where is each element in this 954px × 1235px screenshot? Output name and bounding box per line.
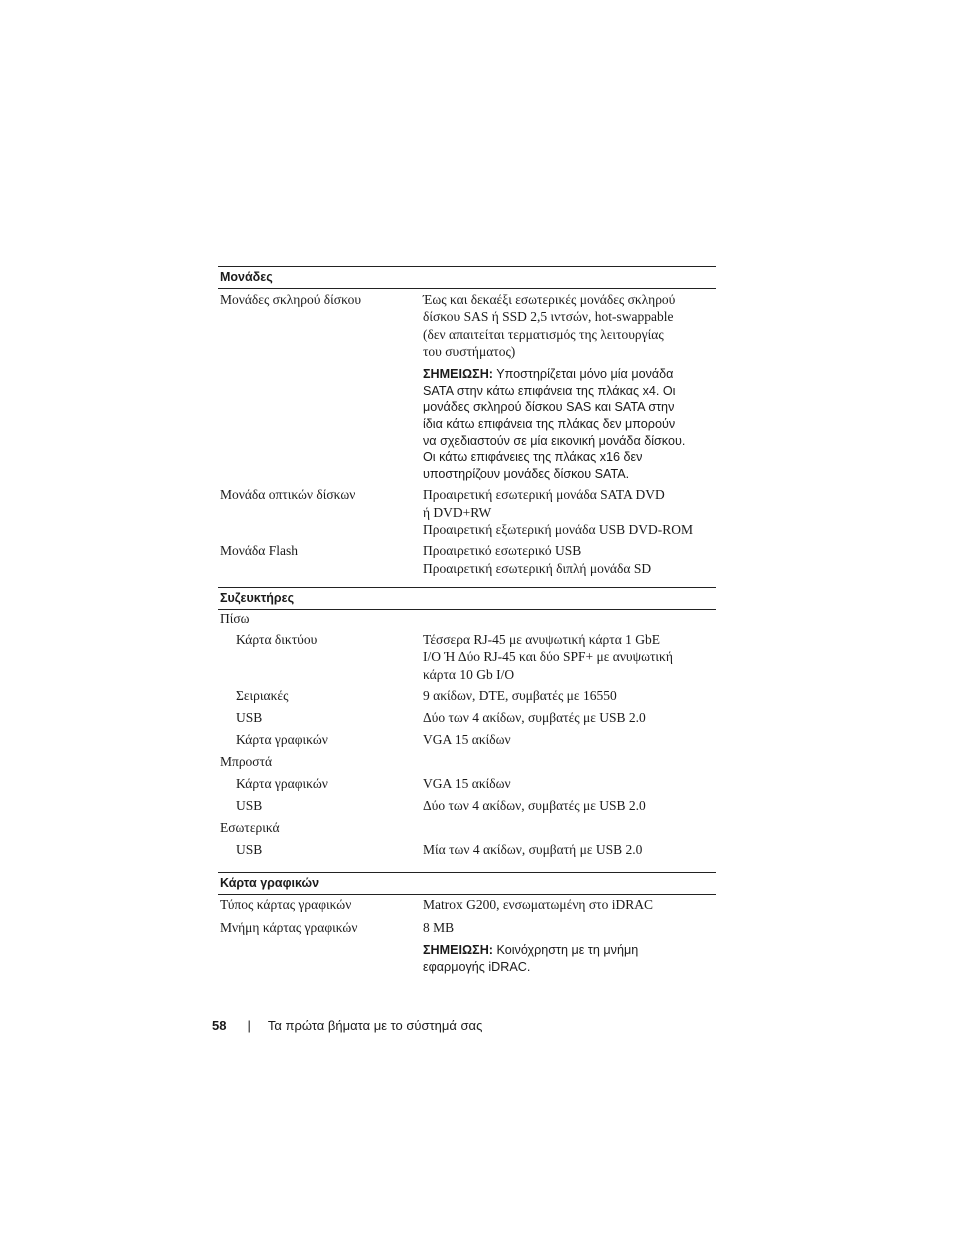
section-header-video: Κάρτα γραφικών xyxy=(218,872,716,895)
note-line: ίδια κάτω επιφάνεια της πλάκας δεν μπορούν xyxy=(423,416,676,431)
spec-row-hard-drives xyxy=(218,291,716,482)
spec-row-back-usb xyxy=(218,709,716,726)
note-line: μονάδες σκληρού δίσκου SAS και SATA στην xyxy=(423,400,675,415)
spec-value: 9 ακίδων, DTE, συμβατές με 16550 xyxy=(423,688,617,704)
note-line: Κοινόχρηστη με τη μνήμη xyxy=(493,943,639,958)
spec-row-front-usb xyxy=(218,797,716,814)
spec-label: Κάρτα γραφικών xyxy=(236,775,328,791)
spec-label: USB xyxy=(236,710,263,725)
spec-value: VGA 15 ακίδων xyxy=(423,731,511,747)
spec-value: Δύο των 4 ακίδων, συμβατές με USB 2.0 xyxy=(423,710,646,725)
section-header-connectors: Συζευκτήρες xyxy=(218,587,716,610)
spec-label: Μονάδες σκληρού δίσκου xyxy=(220,292,362,307)
spec-row-optical-drive xyxy=(218,486,716,538)
section-header-drives: Μονάδες xyxy=(218,266,716,289)
spec-label: USB xyxy=(236,797,263,813)
spec-value-line: I/O Ή Δύο RJ-45 και δύο SPF+ με ανυψωτική xyxy=(423,649,673,665)
spec-row-nic xyxy=(218,631,716,683)
note-heading: ΣΗΜΕΙΩΣΗ: xyxy=(423,367,493,382)
spec-value-line: του συστήματος) xyxy=(423,343,516,359)
spec-row-front-video xyxy=(218,775,716,792)
group-label-internal: Εσωτερικά xyxy=(220,819,280,835)
spec-label: Μονάδα οπτικών δίσκων xyxy=(220,487,356,503)
spec-value: Δύο των 4 ακίδων, συμβατές με USB 2.0 xyxy=(423,797,646,813)
spec-row-video-type xyxy=(218,896,716,913)
spec-value-line: κάρτα 10 Gb I/O xyxy=(423,666,515,682)
spec-value-line: Προαιρετική εσωτερική μονάδα SATA DVD xyxy=(423,487,665,503)
note-line: εφαρμογής iDRAC. xyxy=(423,959,531,974)
spec-value xyxy=(423,542,716,577)
spec-label: Μονάδα Flash xyxy=(220,543,298,559)
page-number: 58 xyxy=(212,1018,227,1033)
footer-separator: | xyxy=(247,1018,251,1033)
group-label-back: Πίσω xyxy=(220,610,250,626)
spec-row-serial xyxy=(218,687,716,704)
spec-value: Μία των 4 ακίδων, συμβατή με USB 2.0 xyxy=(423,841,643,857)
note-line: Υποστηρίζεται μόνο μία μονάδα xyxy=(493,367,674,382)
spec-value: VGA 15 ακίδων xyxy=(423,775,511,791)
note-line: Οι κάτω επιφάνειες της πλάκας x16 δεν xyxy=(423,450,643,465)
spec-row-back-video xyxy=(218,731,716,748)
spec-label: USB xyxy=(236,841,263,857)
note xyxy=(423,366,716,482)
spec-value-line: Προαιρετική εξωτερική μονάδα USB DVD-ROM xyxy=(423,521,694,537)
page-footer xyxy=(212,1017,482,1035)
spec-value-line: Έως και δεκαέξι εσωτερικές μονάδες σκληρού xyxy=(423,292,676,307)
spec-label: Κάρτα δικτύου xyxy=(236,632,318,648)
spec-value-line: Προαιρετική εσωτερική διπλή μονάδα SD xyxy=(423,560,652,576)
note xyxy=(423,942,716,975)
spec-row-flash-drive xyxy=(218,542,716,577)
spec-label: Σειριακές xyxy=(236,688,289,704)
spec-value-line: 8 MB xyxy=(423,920,455,935)
spec-label: Τύπος κάρτας γραφικών xyxy=(220,897,352,913)
spec-value-line: δίσκου SAS ή SSD 2,5 ιντσών, hot-swappable xyxy=(423,309,674,325)
spec-value xyxy=(423,631,716,683)
spec-value xyxy=(423,486,716,538)
note-line: να σχεδιαστούν σε μία εικονική μονάδα δίσκου. xyxy=(423,433,686,448)
spec-value-line: ή DVD+RW xyxy=(423,504,492,520)
spec-value-line: Προαιρετικό εσωτερικό USB xyxy=(423,543,582,559)
spec-value-line: Τέσσερα RJ-45 με ανυψωτική κάρτα 1 GbE xyxy=(423,632,661,648)
spec-label: Κάρτα γραφικών xyxy=(236,731,328,747)
group-label-front: Μπροστά xyxy=(220,753,273,769)
spec-row-internal-usb xyxy=(218,841,716,858)
note-line: υποστηρίζουν μονάδες δίσκου SATA. xyxy=(423,466,630,481)
spec-value-line: (δεν απαιτείται τερματισμός της λειτουργίας xyxy=(423,326,664,342)
spec-value xyxy=(423,291,716,482)
specifications-table xyxy=(218,266,716,975)
note-line: SATA στην κάτω επιφάνεια της πλάκας x4. Οι xyxy=(423,383,676,398)
spec-value xyxy=(423,919,716,975)
spec-row-video-memory xyxy=(218,919,716,975)
note-heading: ΣΗΜΕΙΩΣΗ: xyxy=(423,943,493,958)
footer-title: Τα πρώτα βήματα με το σύστημά σας xyxy=(267,1018,483,1033)
spec-label: Μνήμη κάρτας γραφικών xyxy=(220,920,358,935)
spec-value: Matrox G200, ενσωματωμένη στο iDRAC xyxy=(423,897,653,913)
